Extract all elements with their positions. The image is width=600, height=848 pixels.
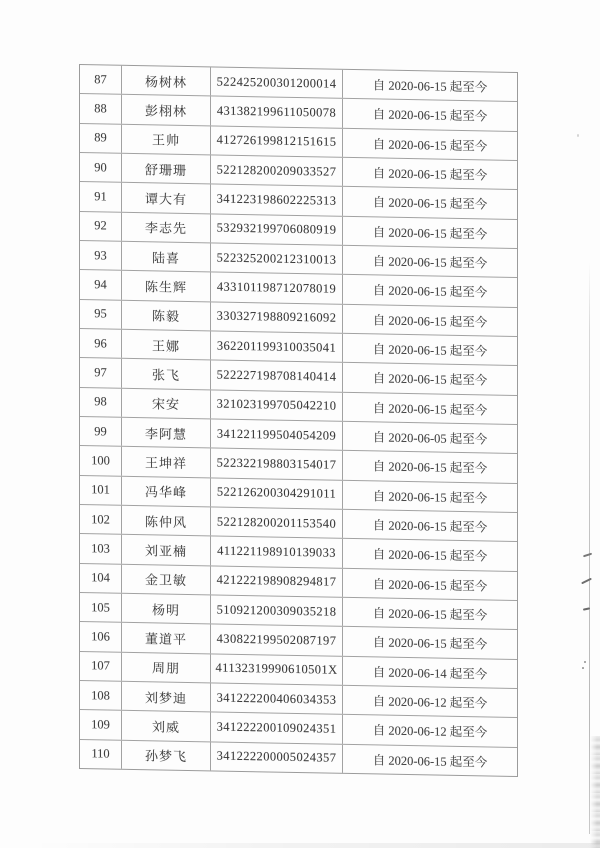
cell-id-number: 412726199812151615 (211, 126, 343, 157)
scan-mark-dot (584, 661, 586, 663)
cell-period: 自 2020-06-15 起至今 (372, 283, 488, 300)
scan-mark-tick (581, 578, 592, 585)
cell-id-number: 532932199706080919 (211, 214, 343, 245)
cell-name: 陈毅 (122, 300, 211, 330)
cell-id-number: 430822199502087197 (211, 625, 343, 656)
cell-name: 董道平 (122, 623, 211, 653)
cell-name: 刘梦迪 (122, 682, 211, 712)
cell-period: 自 2020-06-15 起至今 (372, 547, 488, 564)
cell-name: 王帅 (122, 124, 211, 154)
cell-row-number: 106 (80, 622, 122, 651)
cell-name: 谭大有 (122, 183, 211, 213)
cell-name: 陈仲风 (122, 506, 211, 536)
cell-id-number: 522128200201153540 (211, 507, 343, 538)
cell-row-number: 101 (80, 476, 122, 505)
cell-row-number: 97 (80, 358, 122, 387)
cell-row-number: 102 (80, 505, 122, 534)
cell-row-number: 110 (80, 740, 122, 769)
cell-row-number: 100 (80, 446, 122, 475)
cell-name: 舒珊珊 (122, 154, 211, 184)
roster-table (79, 64, 518, 777)
table-skew-wrapper (79, 64, 518, 777)
cell-row-number: 103 (80, 534, 122, 563)
cell-period: 自 2020-06-15 起至今 (372, 137, 488, 154)
cell-row-number: 109 (80, 710, 122, 739)
cell-period: 自 2020-06-15 起至今 (372, 489, 488, 506)
scan-edge-streaks (590, 736, 600, 848)
cell-name: 宋安 (122, 388, 211, 418)
cell-period: 自 2020-06-15 起至今 (372, 342, 488, 359)
cell-id-number: 522227198708140414 (211, 361, 343, 392)
cell-row-number: 90 (80, 153, 122, 182)
cell-id-number: 321023199705042210 (211, 390, 343, 421)
cell-name: 李志先 (122, 212, 211, 242)
cell-name: 李阿慧 (122, 418, 211, 448)
cell-period: 自 2020-06-15 起至今 (372, 107, 488, 124)
cell-name: 王娜 (122, 330, 211, 360)
cell-period: 自 2020-06-15 起至今 (372, 225, 488, 242)
cell-period: 自 2020-06-12 起至今 (372, 723, 488, 740)
scan-bottom-shadow (30, 843, 600, 848)
cell-id-number: 433101198712078019 (211, 273, 343, 304)
cell-id-number: 522325200212310013 (211, 243, 343, 274)
cell-name: 王坤祥 (122, 447, 211, 477)
cell-period: 自 2020-06-15 起至今 (372, 518, 488, 535)
cell-name: 陈生辉 (122, 271, 211, 301)
cell-row-number: 98 (80, 388, 122, 417)
cell-name: 周朋 (122, 652, 211, 682)
cell-period: 自 2020-06-12 起至今 (372, 694, 488, 711)
cell-row-number: 95 (80, 300, 122, 329)
cell-row-number: 91 (80, 182, 122, 211)
cell-row-number: 88 (80, 94, 122, 123)
cell-id-number: 522128200209033527 (211, 155, 343, 186)
cell-id-number: 431382199611050078 (211, 97, 343, 128)
cell-period: 自 2020-06-15 起至今 (372, 459, 488, 476)
cell-period: 自 2020-06-15 起至今 (372, 371, 488, 388)
cell-row-number: 93 (80, 241, 122, 270)
cell-row-number: 104 (80, 564, 122, 593)
cell-id-number: 411221198910139033 (211, 537, 343, 568)
cell-period: 自 2020-06-15 起至今 (372, 254, 488, 271)
cell-name: 杨明 (122, 594, 211, 624)
cell-id-number: 522322198803154017 (211, 449, 343, 480)
cell-name: 彭栩林 (122, 95, 211, 125)
cell-name: 刘威 (122, 711, 211, 741)
cell-name: 陆喜 (122, 242, 211, 272)
cell-row-number: 107 (80, 652, 122, 681)
cell-row-number: 99 (80, 417, 122, 446)
scan-mark-dot (582, 667, 584, 669)
cell-row-number: 89 (80, 124, 122, 153)
cell-id-number: 522126200304291011 (211, 478, 343, 509)
cell-id-number: 362201199310035041 (211, 331, 343, 362)
cell-period: 自 2020-06-15 起至今 (372, 313, 488, 330)
cell-id-number: 330327198809216092 (211, 302, 343, 333)
cell-name: 杨树林 (122, 66, 211, 96)
cell-id-number: 341222200406034353 (211, 683, 343, 714)
cell-id-number: 341221199504054209 (211, 419, 343, 450)
scan-mark-tick (583, 607, 590, 610)
cell-row-number: 105 (80, 593, 122, 622)
cell-name: 冯华峰 (122, 476, 211, 506)
cell-row-number: 87 (80, 65, 122, 94)
cell-row-number: 96 (80, 329, 122, 358)
cell-id-number: 341222200005024357 (211, 742, 343, 773)
cell-period: 自 2020-06-14 起至今 (372, 665, 488, 682)
cell-id-number: 341222200109024351 (211, 713, 343, 744)
cell-name: 金卫敏 (122, 564, 211, 594)
cell-id-number: 510921200309035218 (211, 595, 343, 626)
cell-id-number: 421222198908294817 (211, 566, 343, 597)
cell-period: 自 2020-06-05 起至今 (372, 430, 488, 447)
cell-name: 刘亚楠 (122, 535, 211, 565)
cell-name: 孙梦飞 (122, 740, 211, 770)
cell-period: 自 2020-06-15 起至今 (372, 753, 488, 770)
cell-period: 自 2020-06-15 起至今 (372, 606, 488, 623)
cell-row-number: 108 (80, 681, 122, 710)
scan-mark-tick (583, 553, 592, 557)
cell-period: 自 2020-06-15 起至今 (372, 577, 488, 594)
cell-row-number: 92 (80, 212, 122, 241)
cell-row-number: 94 (80, 270, 122, 299)
cell-name: 张飞 (122, 359, 211, 389)
scan-page-edge-line (589, 262, 590, 834)
cell-period: 自 2020-06-15 起至今 (372, 195, 488, 212)
cell-period: 自 2020-06-15 起至今 (372, 401, 488, 418)
cell-id-number: 41132319990610501X (211, 654, 343, 685)
cell-period: 自 2020-06-15 起至今 (372, 166, 488, 183)
scan-mark-dot (577, 134, 579, 137)
cell-id-number: 522425200301200014 (211, 67, 343, 98)
cell-period: 自 2020-06-15 起至今 (372, 635, 488, 652)
cell-period: 自 2020-06-15 起至今 (372, 78, 488, 95)
cell-id-number: 341223198602225313 (211, 185, 343, 216)
